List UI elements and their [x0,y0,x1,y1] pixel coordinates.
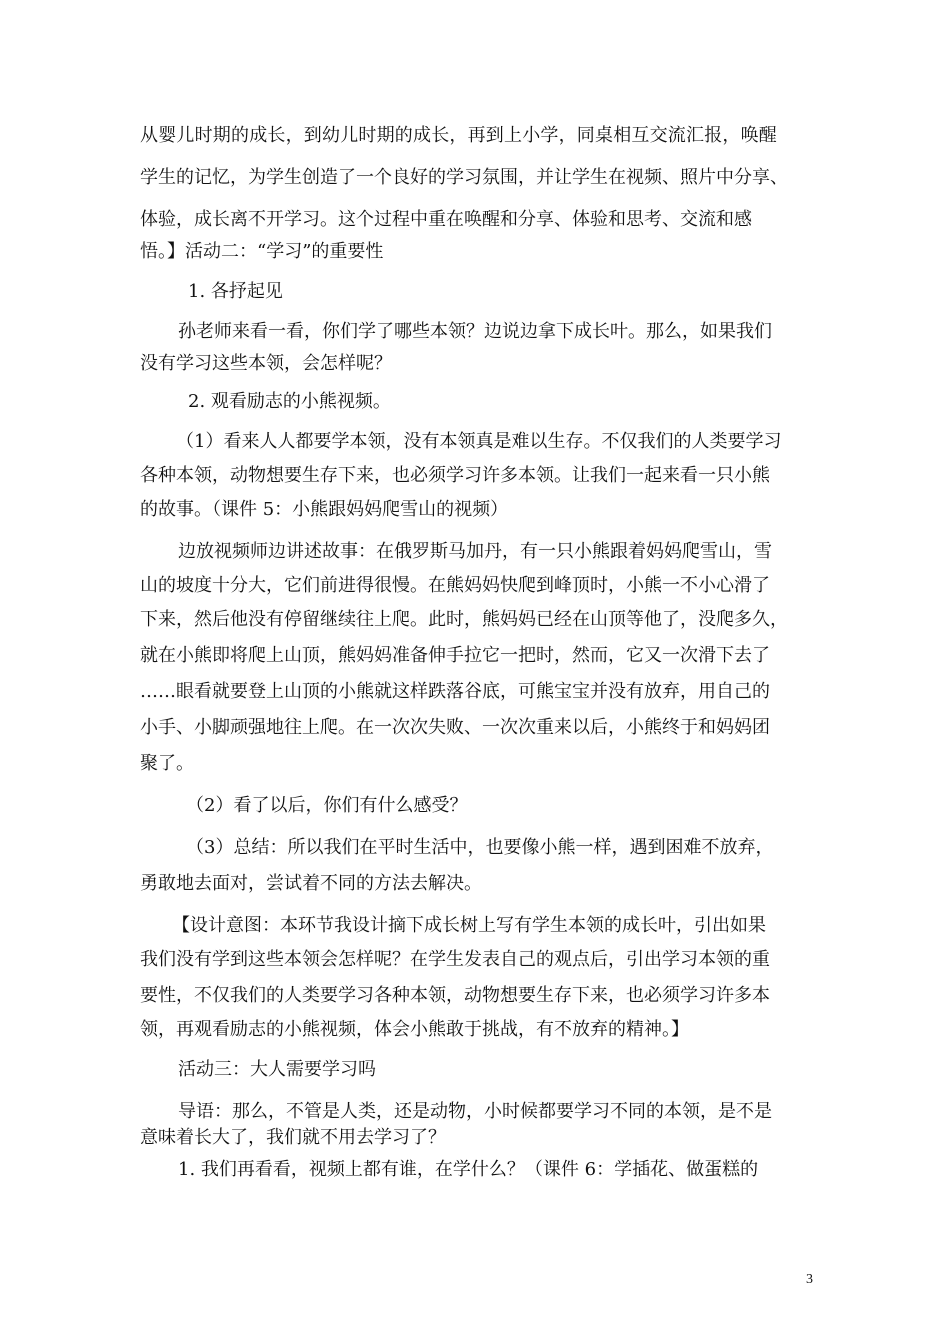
text-line: （2）看了以后，你们有什么感受？ [186,795,468,816]
list-item-heading: 2. 观看励志的小熊视频。 [188,391,391,412]
text-line: 悟。】活动二：“学习”的重要性 [140,241,384,262]
text-line: 领，再观看励志的小熊视频，体会小熊敢于挑战，有不放弃的精神。】 [140,1019,689,1040]
text-line: 下来，然后他没有停留继续往上爬。此时，熊妈妈已经在山顶等他了，没爬多久， [140,609,788,630]
text-line: 从婴儿时期的成长，到幼儿时期的成长，再到上小学，同桌相互交流汇报，唤醒 [140,125,777,146]
text-line: 意味着长大了，我们就不用去学习了？ [140,1127,446,1148]
text-line: 体验，成长离不开学习。这个过程中重在唤醒和分享、体验和思考、交流和感 [140,209,752,230]
text-line: 导语：那么，不管是人类，还是动物，小时候都要学习不同的本领，是不是 [178,1101,772,1122]
text-line: 学生的记忆，为学生创造了一个良好的学习氛围，并让学生在视频、照片中分享、 [140,167,788,188]
text-line: 山的坡度十分大，它们前进得很慢。在熊妈妈快爬到峰顶时，小熊一不小心滑了 [140,575,770,596]
text-line: 各种本领，动物想要生存下来，也必须学习许多本领。让我们一起来看一只小熊 [140,465,770,486]
text-line: （1）看来人人都要学本领，没有本领真是难以生存。不仅我们的人类要学习 [176,431,782,452]
text-line: ……眼看就要登上山顶的小熊就这样跌落谷底，可熊宝宝并没有放弃，用自己的 [140,681,770,702]
text-line: 小手、小脚顽强地往上爬。在一次次失败、一次次重来以后，小熊终于和妈妈团 [140,717,770,738]
text-line: （3）总结：所以我们在平时生活中，也要像小熊一样，遇到困难不放弃， [186,837,774,858]
page-number: 3 [806,1272,813,1287]
text-line: 孙老师来看一看，你们学了哪些本领？边说边拿下成长叶。那么，如果我们 [178,321,772,342]
text-line: 1. 我们再看看，视频上都有谁，在学什么？（课件 6：学插花、做蛋糕的 [178,1159,759,1180]
text-line: 【设计意图：本环节我设计摘下成长树上写有学生本领的成长叶，引出如果 [172,915,766,936]
text-line: 边放视频师边讲述故事：在俄罗斯马加丹，有一只小熊跟着妈妈爬雪山，雪 [178,541,772,562]
list-item-heading: 1. 各抒起见 [188,281,283,302]
text-line: 没有学习这些本领，会怎样呢？ [140,353,392,374]
section-heading: 活动三：大人需要学习吗 [178,1059,376,1080]
text-line: 我们没有学到这些本领会怎样呢？在学生发表自己的观点后，引出学习本领的重 [140,949,770,970]
text-line: 勇敢地去面对，尝试着不同的方法去解决。 [140,873,482,894]
text-line: 聚了。 [140,753,194,774]
text-line: 就在小熊即将爬上山顶，熊妈妈准备伸手拉它一把时，然而，它又一次滑下去了 [140,645,770,666]
text-line: 要性，不仅我们的人类要学习各种本领，动物想要生存下来，也必须学习许多本 [140,985,770,1006]
text-line: 的故事。（课件 5：小熊跟妈妈爬雪山的视频） [140,499,509,520]
